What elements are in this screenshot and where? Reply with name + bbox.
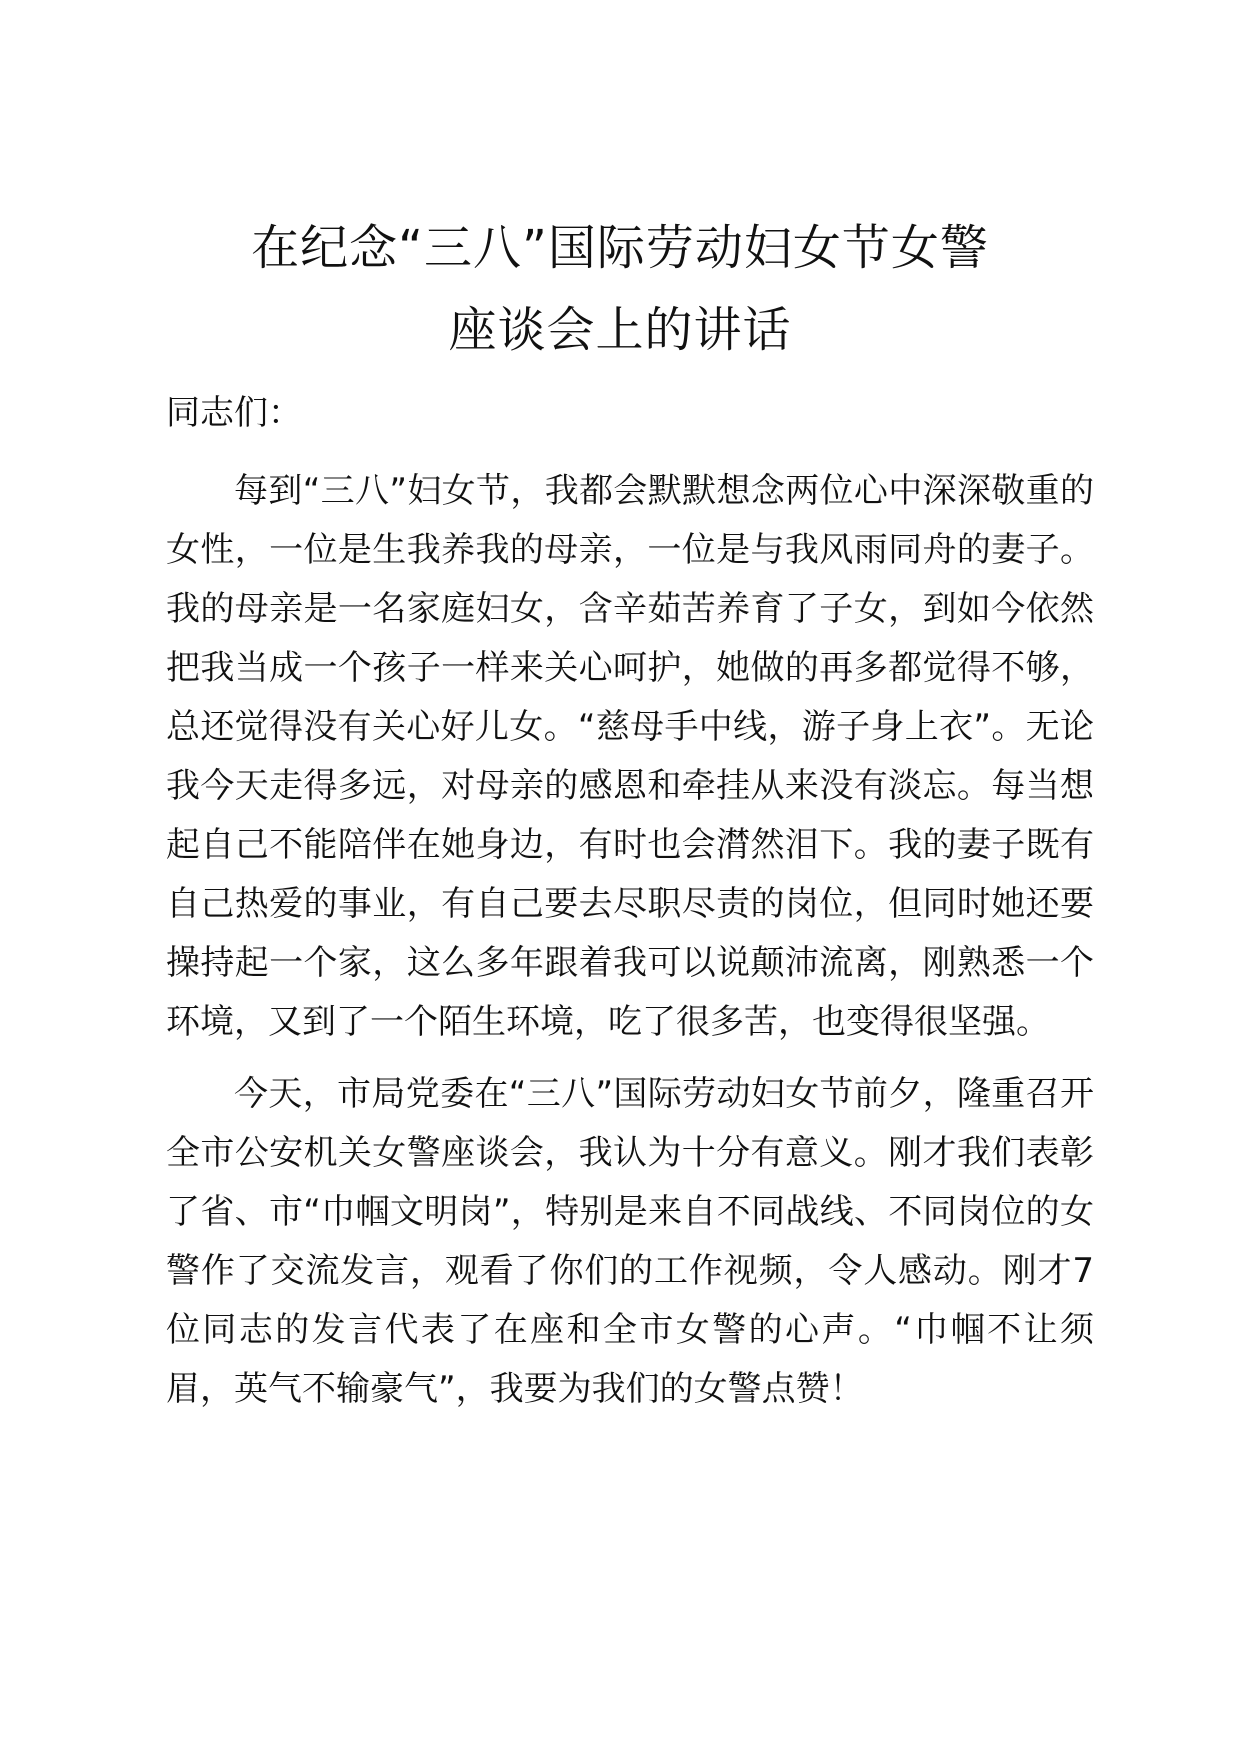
paragraph: 每到“三八”妇女节，我都会默默想念两位心中深深敬重的女性，一位是生我养我的母亲，一位是与我风雨同舟的妻子。我的母亲是一名家庭妇女，含辛茹苦养育了子女，到如今依然把我当成一个孩子一样来关心呵护，她做的再多都觉得不够，总还觉得没有关心好儿女。“慈母手中线，游子身上衣”。无论我今天走得多远，对母亲的感恩和牵挂从来没有淡忘。每当想起自己不能陪伴在她身边，有时也会潸然泪下。我的妻子既有自己热爱的事业，有自己要去尽职尽责的岗位，但同时她还要操持起一个家，这么多年跟着我可以说颠沛流离，刚熟悉一个环境，又到了一个陌生环境，吃了很多苦，也变得很坚强。 xyxy=(166,471,1094,1042)
document-title-line-1: 在纪念“三八”国际劳动妇女节女警 xyxy=(251,220,989,276)
paragraph: 今天，市局党委在“三八”国际劳动妇女节前夕，隆重召开全市公安机关女警座谈会，我认为十分有意义。刚才我们表彰了省、市“巾帼文明岗”，特别是来自不同战线、不同岗位的女警作了交流发言，观看了你们的工作视频，令人感动。刚才7位同志的发言代表了在座和全市女警的心声。“巾帼不让须眉，英气不输豪气”，我要为我们的女警点赞！ xyxy=(166,1074,1094,1409)
document-title-line-2: 座谈会上的讲话 xyxy=(448,302,792,358)
salutation: 同志们： xyxy=(166,393,302,433)
